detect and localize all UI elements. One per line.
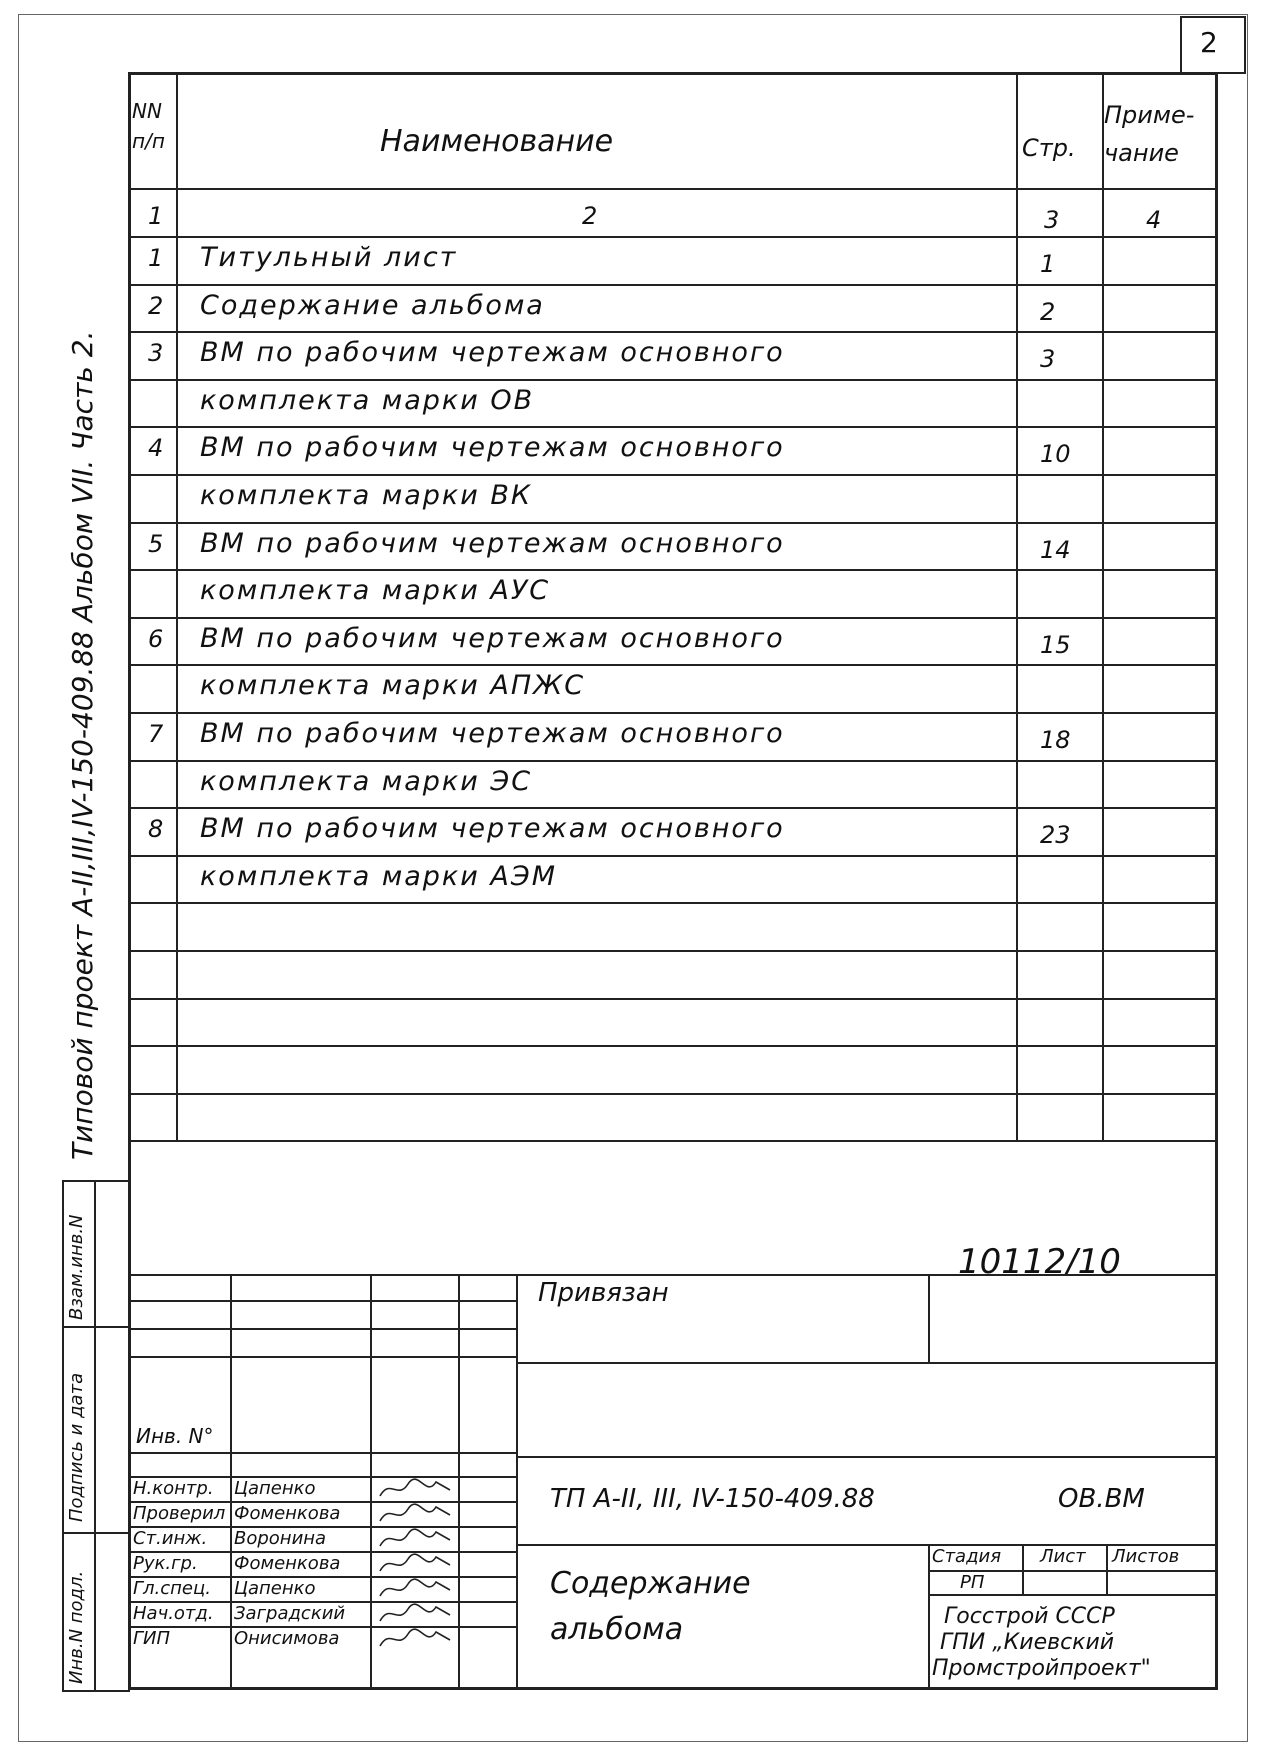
- table-bottom-line: [128, 1140, 1218, 1142]
- row-name: комплекта марки АЭМ: [200, 860, 557, 892]
- sheet-label: Лист: [1040, 1546, 1086, 1567]
- person-name: Фоменкова: [234, 1553, 341, 1574]
- stamp-h-d: [516, 1362, 1218, 1364]
- row-name: комплекта марки ВК: [200, 480, 533, 511]
- person-name: Цапенко: [234, 1478, 316, 1499]
- row-line: [128, 569, 1218, 571]
- row-name: ВМ по рабочим чертежам основного: [200, 337, 785, 369]
- row-line: [128, 902, 1218, 904]
- header-num-text: NN п/п: [132, 99, 165, 153]
- stage-v2: [1106, 1544, 1108, 1594]
- row-name: комплекта марки ЭС: [200, 765, 533, 797]
- row-line: [128, 236, 1218, 238]
- stage-v0: [928, 1544, 930, 1690]
- person-name: Фоменкова: [234, 1503, 341, 1524]
- side-label: Типовой проект А-II,III,IV-150-409.88 Альбом VII. Часть 2.: [66, 330, 99, 1160]
- row-line: [128, 1045, 1218, 1047]
- row-page: 18: [1040, 726, 1071, 754]
- row-number: 6: [148, 624, 164, 653]
- col-num-1: 1: [148, 202, 164, 230]
- sheets-label: Листов: [1112, 1546, 1180, 1567]
- stamp-h-e: [516, 1456, 1218, 1458]
- org-line-1: Госстрой СССР: [944, 1604, 1115, 1629]
- header-line: [128, 188, 1218, 190]
- signature: [376, 1601, 456, 1627]
- sheet-number: 2: [1200, 26, 1218, 59]
- person-role: Гл.спец.: [133, 1578, 211, 1599]
- person-role: Н.контр.: [133, 1478, 214, 1499]
- stamp-h-c: [130, 1356, 516, 1358]
- header-page: Стр.: [1022, 134, 1076, 162]
- col-line-1: [176, 74, 178, 1142]
- person-role: Ст.инж.: [133, 1528, 208, 1549]
- col-num-2: 2: [582, 202, 598, 230]
- col-num-4: 4: [1146, 206, 1162, 234]
- row-number: 3: [148, 339, 164, 368]
- person-name: Заградский: [234, 1603, 346, 1624]
- row-number: 7: [148, 720, 164, 748]
- row-name: ВМ по рабочим чертежам основного: [200, 622, 785, 654]
- row-page: 2: [1040, 297, 1056, 326]
- row-page: 14: [1040, 535, 1071, 564]
- signature: [376, 1576, 456, 1602]
- signature: [376, 1526, 456, 1552]
- row-line: [128, 1093, 1218, 1095]
- row-page: 15: [1040, 630, 1071, 659]
- row-line: [128, 950, 1218, 952]
- row-line: [128, 284, 1218, 286]
- stamp-h-b: [130, 1328, 516, 1330]
- person-role: Рук.гр.: [133, 1553, 198, 1574]
- stage-label: Стадия: [932, 1546, 1002, 1567]
- mark: ОВ.ВМ: [1058, 1484, 1145, 1514]
- row-line: [128, 998, 1218, 1000]
- header-name: Наименование: [380, 124, 614, 159]
- row-name: комплекта марки АПЖС: [200, 670, 586, 702]
- stamp-h-a: [130, 1300, 516, 1302]
- person-role: Нач.отд.: [133, 1603, 214, 1624]
- left-inv-label: Инв.N подл.: [66, 1570, 87, 1684]
- privyazan-label: Привязан: [538, 1278, 669, 1308]
- row-page: 23: [1040, 821, 1071, 850]
- col-line-2: [1016, 74, 1018, 1142]
- row-line: [128, 855, 1218, 857]
- row-number: 8: [148, 815, 164, 844]
- left-strip-line-1: [62, 1326, 130, 1328]
- inv-line: [130, 1452, 516, 1454]
- row-name: Содержание альбома: [200, 289, 545, 321]
- row-name: комплекта марки АУС: [200, 575, 551, 607]
- designation: ТП А-II, III, IV-150-409.88: [550, 1484, 875, 1514]
- signature: [376, 1476, 456, 1502]
- row-number: 5: [148, 529, 164, 558]
- stamp-top-line: [130, 1274, 1218, 1276]
- row-name: ВМ по рабочим чертежам основного: [200, 527, 785, 559]
- sheet-title-1: Содержание: [550, 1566, 751, 1601]
- row-line: [128, 331, 1218, 333]
- row-page: 10: [1040, 440, 1071, 469]
- row-line: [128, 807, 1218, 809]
- org-line-3: Промстройпроект": [932, 1656, 1151, 1681]
- row-line: [128, 522, 1218, 524]
- row-line: [128, 664, 1218, 666]
- stage-h2: [928, 1594, 1218, 1596]
- col-num-3: 3: [1044, 206, 1060, 234]
- row-page: 3: [1040, 345, 1056, 374]
- person-name: Воронина: [234, 1528, 327, 1549]
- order-number: 10112/10: [958, 1242, 1121, 1282]
- person-role: Проверил: [133, 1503, 226, 1524]
- org-line-2: ГПИ „Киевский: [940, 1630, 1115, 1655]
- left-strip-line-2: [62, 1532, 130, 1534]
- signature: [376, 1551, 456, 1577]
- signature: [376, 1626, 456, 1652]
- col-line-3: [1102, 74, 1104, 1142]
- header-note: Приме-чание: [1104, 101, 1195, 167]
- row-line: [128, 379, 1218, 381]
- inv-no-label: Инв. N°: [136, 1424, 214, 1448]
- row-number: 2: [148, 291, 164, 320]
- row-name: ВМ по рабочим чертежам основного: [200, 432, 785, 464]
- row-line: [128, 426, 1218, 428]
- row-line: [128, 712, 1218, 714]
- signature: [376, 1501, 456, 1527]
- left-strip-divider: [94, 1180, 96, 1692]
- sheet-title-2: альбома: [550, 1612, 684, 1647]
- row-number: 4: [148, 434, 164, 463]
- person-role: ГИП: [133, 1628, 171, 1649]
- header-num: [132, 96, 172, 156]
- person-name: Онисимова: [234, 1628, 340, 1649]
- row-line: [128, 474, 1218, 476]
- person-name: Цапенко: [234, 1578, 316, 1599]
- row-name: комплекта марки ОВ: [200, 384, 535, 416]
- row-number: 1: [148, 244, 164, 272]
- stamp-v5: [928, 1274, 930, 1364]
- row-name: ВМ по рабочим чертежам основного: [200, 813, 785, 845]
- stamp-v4: [516, 1274, 518, 1690]
- stage-v1: [1022, 1544, 1024, 1594]
- row-line: [128, 760, 1218, 762]
- left-podpis-label: Подпись и дата: [66, 1372, 87, 1522]
- left-vzam-label: Взам.инв.N: [66, 1214, 87, 1320]
- row-name: Титульный лист: [200, 242, 458, 273]
- row-page: 1: [1040, 250, 1056, 278]
- stage-value: РП: [960, 1572, 985, 1593]
- row-line: [128, 617, 1218, 619]
- row-name: ВМ по рабочим чертежам основного: [200, 718, 785, 749]
